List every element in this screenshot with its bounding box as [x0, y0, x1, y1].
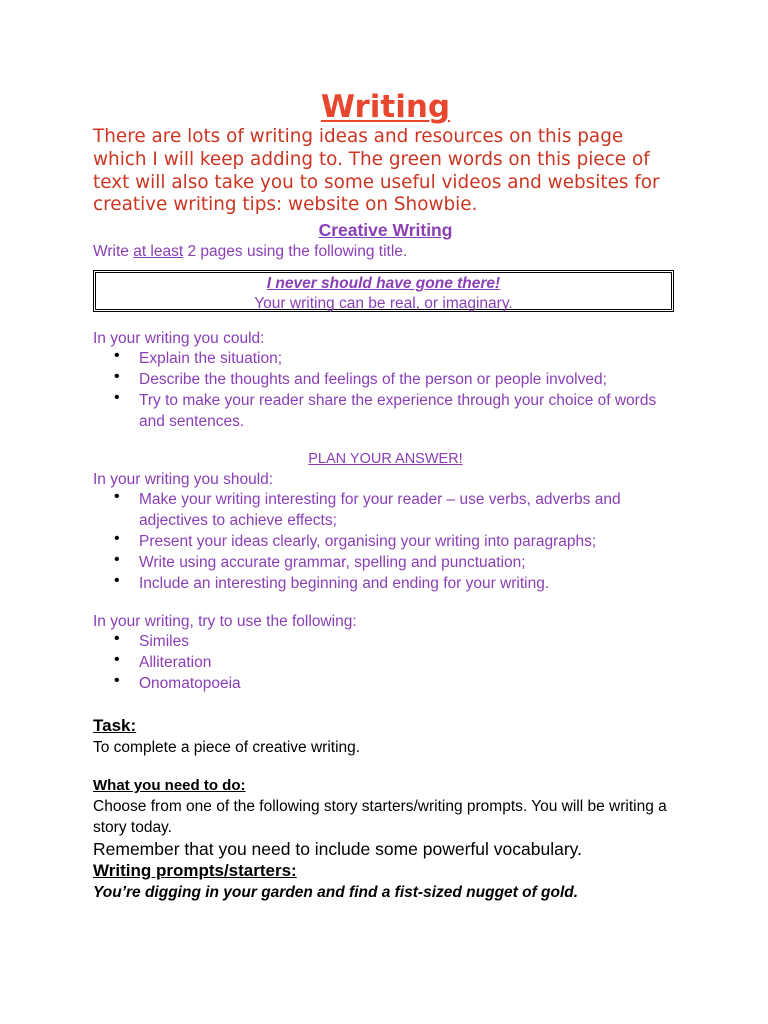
- list-item: • Alliteration: [114, 651, 212, 672]
- bullet-icon: •: [114, 347, 120, 365]
- bullet-icon: •: [114, 671, 120, 689]
- write-instruction-underlined: at least: [133, 243, 184, 261]
- bullet-icon: •: [114, 651, 120, 669]
- intro-paragraph: There are lots of writing ideas and resources on this page which I will keep adding to. The green words on this piece of text will also take you to some useful videos and websites for creative writing tips: website on Showbie.: [93, 126, 660, 216]
- write-instruction-before: Write: [93, 243, 134, 261]
- bullet-icon: •: [114, 488, 120, 506]
- task-text: To complete a piece of creative writing.: [93, 738, 361, 756]
- list-item: • Present your ideas clearly, organising your writing into paragraphs;: [114, 529, 597, 550]
- title-box-title: I never should have gone there!: [266, 275, 501, 293]
- list-item: • Make your writing interesting for your reader – use verbs, adverbs and adjectives to achieve effects;: [114, 488, 621, 530]
- write-instruction-after: 2 pages using the following title.: [183, 243, 408, 261]
- list-item: • Write using accurate grammar, spelling and punctuation;: [114, 550, 526, 571]
- list-item: • Explain the situation;: [114, 347, 283, 368]
- could-list: [93, 349, 678, 432]
- list-item: • Try to make your reader share the experience through your choice of words and sentences.: [114, 388, 657, 430]
- title-box-subtitle: Your writing can be real, or imaginary.: [254, 295, 513, 313]
- write-instruction: [93, 241, 678, 262]
- need-text: Choose from one of the following story starters/writing prompts. You will be writing a story today.: [93, 797, 667, 836]
- list-item: • Include an interesting beginning and ending for your writing.: [114, 571, 550, 592]
- plan-your-answer: PLAN YOUR ANSWER!: [308, 451, 463, 468]
- list-item: • Similes: [114, 630, 189, 651]
- bullet-icon: •: [114, 367, 120, 385]
- need-heading: What you need to do:: [93, 776, 246, 794]
- should-list: [93, 490, 678, 594]
- could-intro: In your writing you could:: [93, 330, 265, 348]
- bullet-icon: •: [114, 630, 120, 648]
- try-list: [93, 632, 678, 694]
- bullet-icon: •: [114, 388, 120, 406]
- should-intro: In your writing you should:: [93, 471, 274, 489]
- prompts-heading: Writing prompts/starters:: [93, 860, 297, 880]
- creative-writing-heading: Creative Writing: [318, 220, 453, 241]
- page-title: Writing: [320, 89, 451, 125]
- list-item: • Onomatopoeia: [114, 671, 241, 692]
- bullet-icon: •: [114, 571, 120, 589]
- remember-text: Remember that you need to include some powerful vocabulary.: [93, 838, 582, 859]
- task-heading: Task:: [93, 715, 137, 735]
- bullet-icon: •: [114, 529, 120, 547]
- prompt-item: You’re digging in your garden and find a fist-sized nugget of gold.: [93, 883, 579, 901]
- document-page: [93, 88, 678, 903]
- bullet-icon: •: [114, 550, 120, 568]
- list-item: • Describe the thoughts and feelings of the person or people involved;: [114, 367, 607, 388]
- title-box: [93, 270, 674, 312]
- try-intro: In your writing, try to use the following:: [93, 613, 357, 631]
